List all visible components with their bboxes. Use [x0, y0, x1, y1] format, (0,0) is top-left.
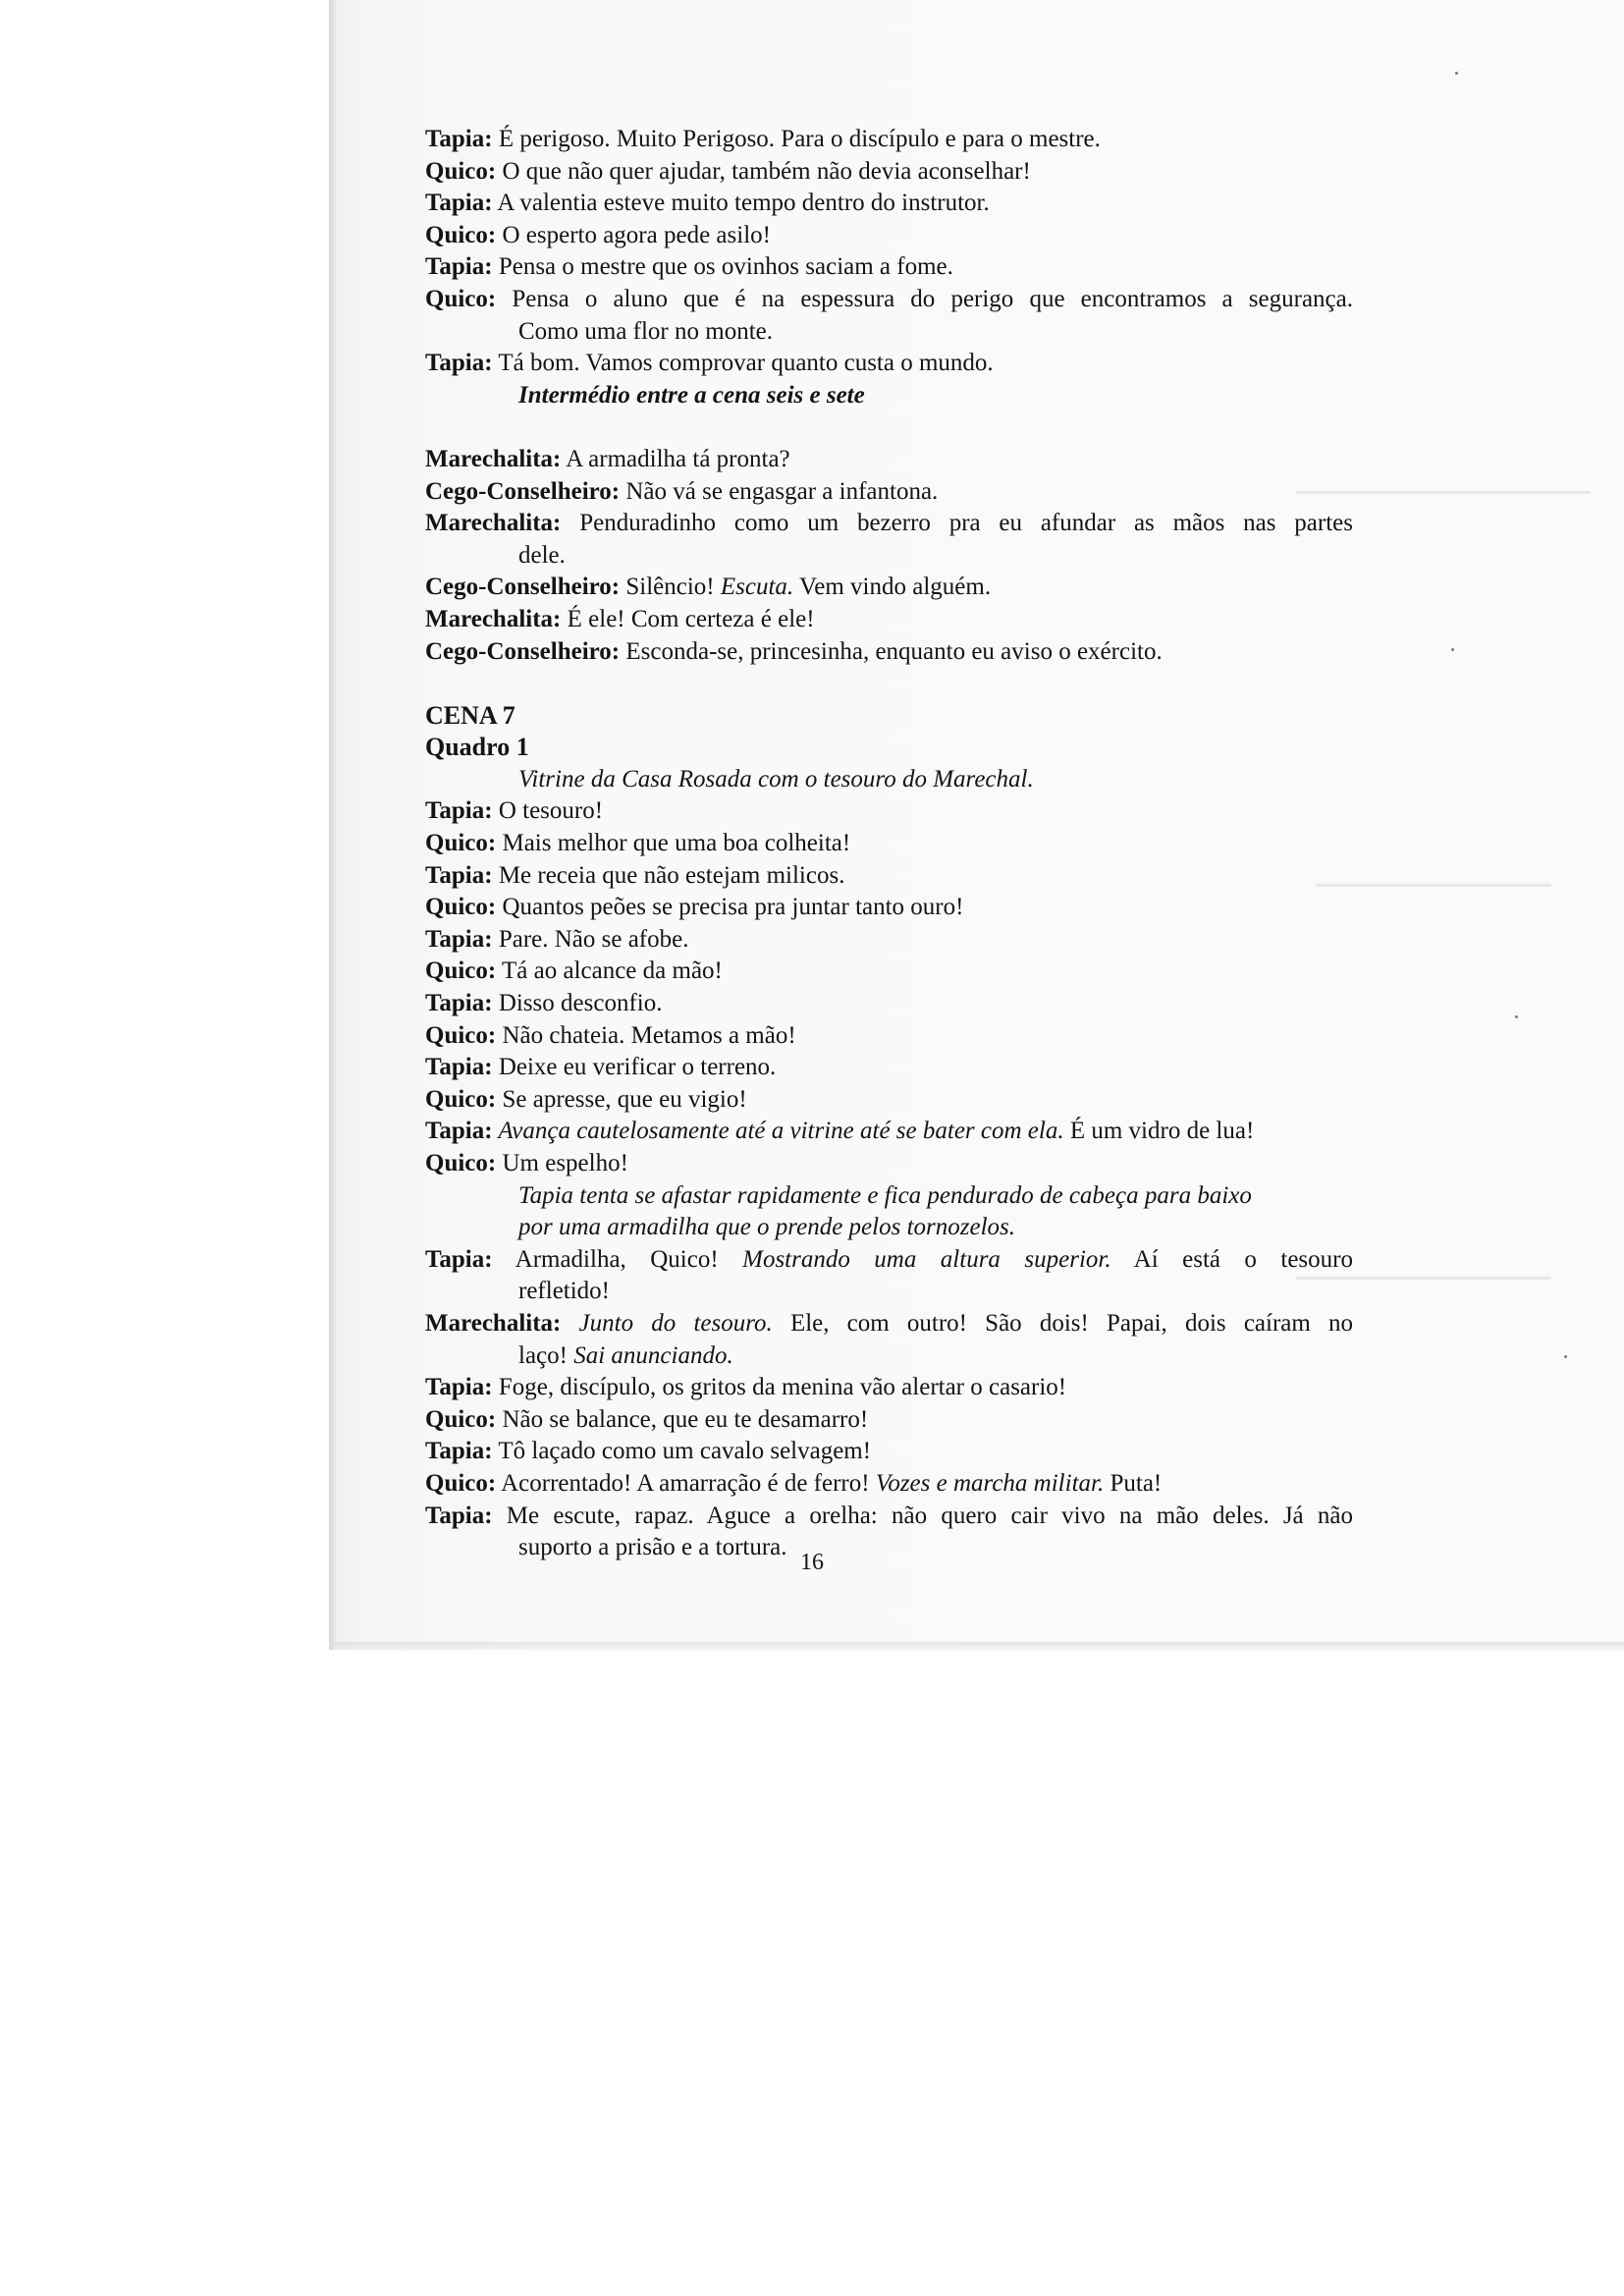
- dialogue-line: Quico: Não chateia. Metamos a mão!: [425, 1021, 796, 1049]
- dialogue-line: Quico: Um espelho!: [425, 1150, 628, 1176]
- scan-speck: [1564, 1355, 1567, 1358]
- dialogue-line: Tapia: Pare. Não se afobe.: [425, 925, 689, 953]
- dialogue-line: Quico: O que não quer ajudar, também não devia aconselhar!: [425, 157, 1031, 185]
- page-edge-shadow: [329, 0, 337, 1650]
- dialogue-line: Cego-Conselheiro: Esconda-se, princesinha, enquanto eu aviso o exército.: [425, 637, 1163, 665]
- dialogue-line: Tapia: Deixe eu verificar o terreno.: [425, 1054, 777, 1081]
- dialogue-line: Tapia: Me receia que não estejam milicos.: [425, 861, 845, 889]
- scan-speck: [1451, 648, 1454, 651]
- dialogue-line: Tapia: Armadilha, Quico! Mostrando uma altura superior. Aí está o tesouro: [425, 1245, 1353, 1273]
- dialogue-line: Quico: Tá ao alcance da mão!: [425, 957, 723, 985]
- dialogue-line: Tapia: A valentia esteve muito tempo dentro do instrutor.: [425, 190, 990, 217]
- spacer: [425, 411, 1353, 444]
- dialogue-line: Marechalita: É ele! Com certeza é ele!: [425, 605, 815, 632]
- stage-direction: por uma armadilha que o prende pelos tornozelos.: [518, 1214, 1015, 1241]
- dialogue-continuation: suporto a prisão e a tortura.: [518, 1534, 787, 1561]
- stage-direction: Vitrine da Casa Rosada com o tesouro do Marechal.: [518, 765, 1034, 793]
- scan-speck: [1455, 72, 1458, 75]
- dialogue-line: Marechalita: Junto do tesouro. Ele, com outro! São dois! Papai, dois caíram no: [425, 1309, 1353, 1337]
- stage-direction: Tapia tenta se afastar rapidamente e fica pendurado de cabeça para baixo: [518, 1181, 1252, 1209]
- dialogue-line: Quico: Mais melhor que uma boa colheita!: [425, 830, 851, 857]
- quadro-heading: Quadro 1: [425, 733, 529, 762]
- page-bottom-shadow: [329, 1642, 1624, 1652]
- dialogue-continuation: dele.: [518, 541, 566, 569]
- dialogue-line: Marechalita: Penduradinho como um bezerro pra eu afundar as mãos nas partes: [425, 510, 1353, 537]
- dialogue-continuation: Como uma flor no monte.: [518, 317, 773, 345]
- dialogue-line: Quico: Se apresse, que eu vigio!: [425, 1085, 747, 1113]
- spacer: [425, 668, 1353, 700]
- dialogue-line: Tapia: Disso desconfio.: [425, 990, 663, 1017]
- dialogue-line: Tapia: Foge, discípulo, os gritos da menina vão alertar o casario!: [425, 1374, 1067, 1401]
- dialogue-line: Tapia: Pensa o mestre que os ovinhos saciam a fome.: [425, 253, 953, 281]
- dialogue-continuation: laço! Sai anunciando.: [518, 1341, 733, 1369]
- dialogue-line: Quico: Quantos peões se precisa pra juntar tanto ouro!: [425, 894, 964, 921]
- dialogue-line: Tapia: É perigoso. Muito Perigoso. Para o discípulo e para o mestre.: [425, 126, 1101, 152]
- dialogue-line: Tapia: Tá bom. Vamos comprovar quanto custa o mundo.: [425, 350, 994, 377]
- dialogue-line: Tapia: Tô laçado como um cavalo selvagem!: [425, 1438, 872, 1465]
- dialogue-continuation: refletido!: [518, 1278, 611, 1305]
- dialogue-line: Quico: O esperto agora pede asilo!: [425, 221, 771, 248]
- dialogue-line: Marechalita: A armadilha tá pronta?: [425, 445, 790, 472]
- script-text: [425, 124, 1353, 1564]
- page-number: 16: [800, 1550, 824, 1575]
- dialogue-line: Tapia: O tesouro!: [425, 797, 604, 825]
- dialogue-line: Tapia: Me escute, rapaz. Aguce a orelha: não quero cair vivo na mão deles. Já não: [425, 1502, 1353, 1529]
- dialogue-line: Quico: Acorrentado! A amarração é de ferro! Vozes e marcha militar. Puta!: [425, 1469, 1163, 1497]
- dialogue-line: Cego-Conselheiro: Não vá se engasgar a infantona.: [425, 477, 939, 505]
- scan-speck: [1515, 1015, 1518, 1018]
- dialogue-line: Quico: Pensa o aluno que é na espessura do perigo que encontramos a segurança.: [425, 285, 1353, 312]
- intermedio-title: Intermédio entre a cena seis e sete: [518, 381, 865, 409]
- dialogue-line: Cego-Conselheiro: Silêncio! Escuta. Vem vindo alguém.: [425, 574, 992, 601]
- dialogue-line: Tapia: Avança cautelosamente até a vitrine até se bater com ela. É um vidro de lua!: [425, 1118, 1255, 1145]
- scene-heading: CENA 7: [425, 700, 515, 730]
- dialogue-line: Quico: Não se balance, que eu te desamarro!: [425, 1405, 869, 1433]
